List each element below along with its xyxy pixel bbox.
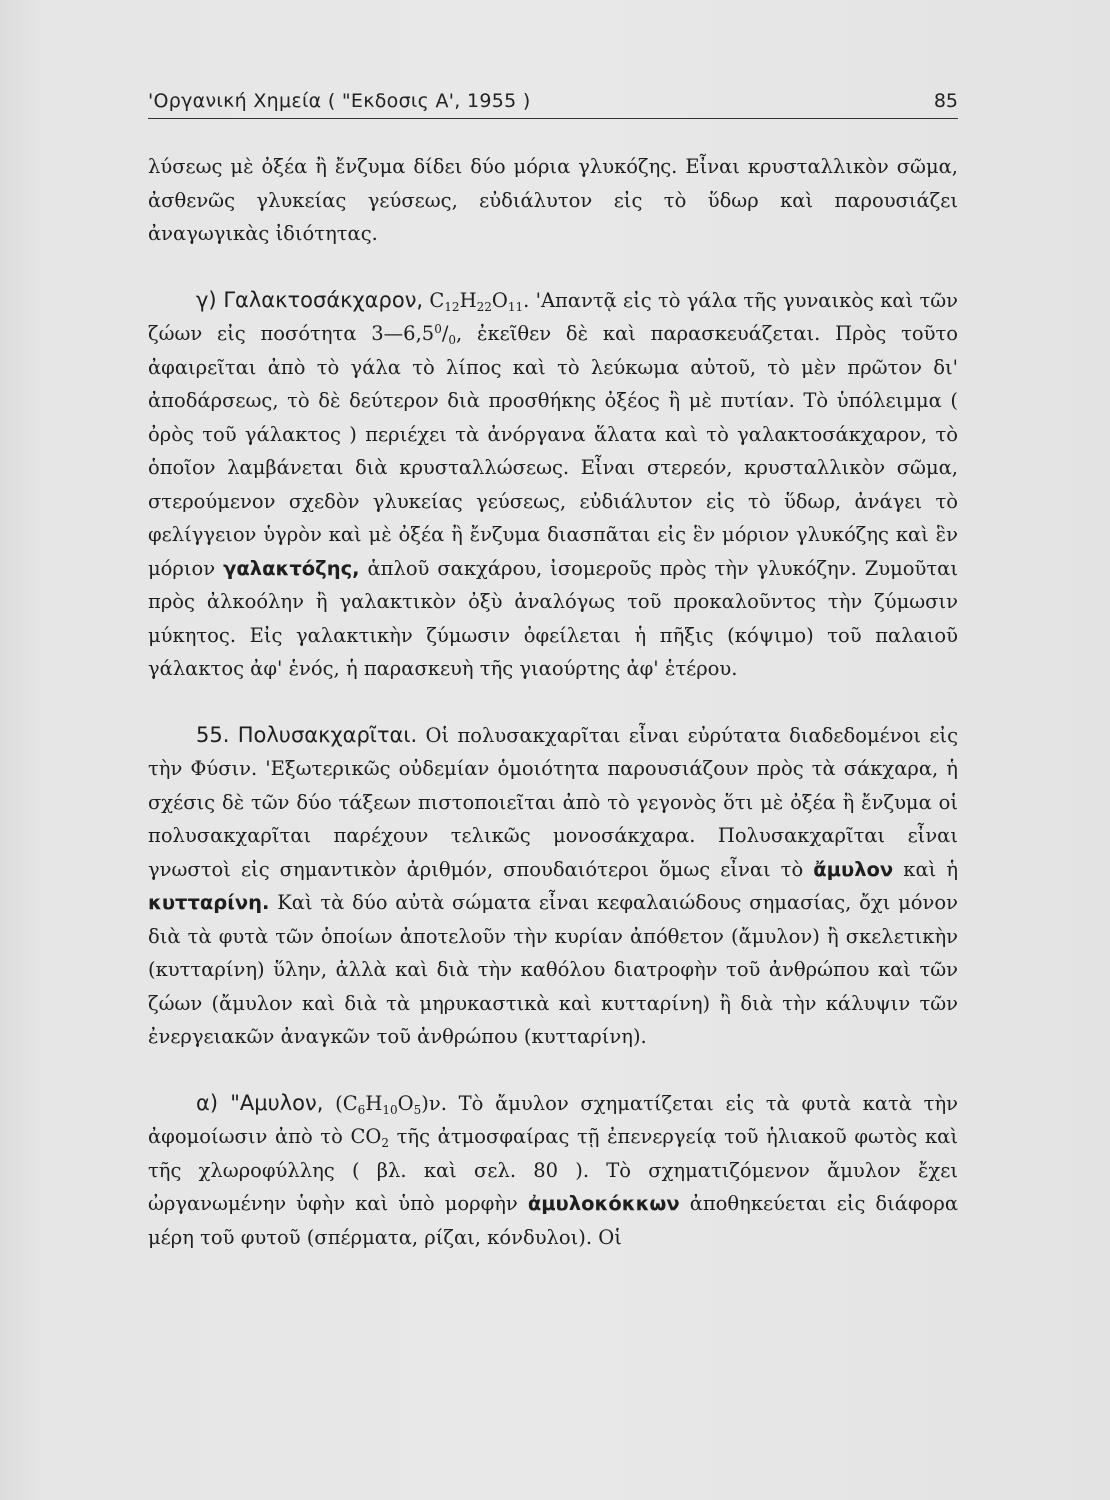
paragraph-continued: λύσεως μὲ ὀξέα ἢ ἔνζυμα δίδει δύο μόρια γλυκόζης. Εἶναι κρυσταλλικὸν σῶμα, ἀσθενῶς γλυκείας γεύσεως, εὐδιάλυτον εἰς τὸ ὕδωρ καὶ παρουσιάζει ἀναγωγικὰς ἰδιότητας. <box>148 155 958 245</box>
running-header <box>148 86 958 119</box>
page-body <box>148 150 958 1254</box>
bold-term: γαλακτόζης, <box>223 556 360 580</box>
chemical-formula: $C_{12}H_{22}O_{11}$ <box>429 288 524 314</box>
paragraph-starch: α) "Αμυλον, $(C_6H_{10}O_5)\nu$. Τὸ ἄμυλον σχηματίζεται εἰς τὰ φυτὰ κατὰ τὴν ἀφομοίωσιν ἀπὸ τὸ $CO_2$ τῆς ἀτμοσφαίρας τῇ ἐπενεργείᾳ τοῦ ἡλιακοῦ φωτὸς καὶ τῆς χλωροφύλλης ( βλ. καὶ σελ. 80 ). Τὸ σχηματιζόμενον ἄμυλον ἔχει ὠργανωμένην ὑφὴν καὶ ὑπὸ μορφὴν ἀμυλοκόκκων ἀποθηκεύεται εἰς διάφορα μέρη τοῦ φυτοῦ (σπέρματα, ρίζαι, κόνδυλοι). Οἱ <box>148 1090 958 1249</box>
paragraph-galactose-sugar: γ) Γαλακτοσάκχαρον, $C_{12}H_{22}O_{11}$. 'Απαντᾷ εἰς τὸ γάλα τῆς γυναικὸς καὶ τῶν ζώων εἰς ποσότητα $3—6,5^0/_0$, ἐκεῖθεν δὲ καὶ παρασκευάζεται. Πρὸς τοῦτο ἀφαιρεῖται ἀπὸ τὸ γάλα τὸ λίπος καὶ τὸ λεύκωμα αὐτοῦ, τὸ μὲν πρῶτον δι' ἀποδάρσεως, τὸ δὲ δεύτερον διὰ προσθήκης ὀξέος ἢ μὲ πυτίαν. Τὸ ὑπόλειμμα ( ὀρὸς τοῦ γάλακτος ) περιέχει τὰ ἀνόργανα ἅλατα καὶ τὸ γαλακτοσάκχαρον, τὸ ὁποῖον λαμβάνεται διὰ κρυσταλλώσεως. Εἶναι στερεόν, κρυσταλλικὸν σῶμα, στερούμενον σχεδὸν γλυκείας γεύσεως, εὐδιάλυτον εἰς τὸ ὕδωρ, ἀνάγει τὸ φελίγγειον ὑγρὸν καὶ μὲ ὀξέα ἢ ἔνζυμα διασπᾶται εἰς ἓν μόριον γλυκόζης καὶ ἓν μόριον γαλακτόζης, ἁπλοῦ σακχάρου, ἰσομεροῦς πρὸς τὴν γλυκόζην. Ζυμοῦται πρὸς ἀλκοόλην ἢ γαλακτικὸν ὀξὺ ἀναλόγως τοῦ προκαλοῦντος τὴν ζύμωσιν μύκητος. Εἰς γαλακτικὴν ζύμωσιν ὀφείλεται ἡ πῆξις (κόψιμο) τοῦ παλαιοῦ γάλακτος ἀφ' ἑνός, ἡ παρασκευὴ τῆς γιαούρτης ἀφ' ἑτέρου. <box>148 287 958 680</box>
subsection-label: α) "Αμυλον, <box>196 1090 324 1115</box>
section-number: 55. <box>196 722 230 747</box>
bold-term: ἄμυλον <box>813 857 894 881</box>
section-title: Πολυσακχαρῖται. <box>237 722 418 747</box>
bold-term: κυτταρίνη. <box>148 891 270 914</box>
page-number: 85 <box>933 90 958 112</box>
bold-term: ἀμυλοκόκκων <box>527 1192 680 1215</box>
section-55: 55. Πολυσακχαρῖται. Οἱ πολυσακχαρῖται εἶναι εὐρύτατα διαδεδομένοι εἰς τὴν Φύσιν. 'Εξωτερικῶς οὐδεμίαν ὁμοιότητα παρουσιάζουν πρὸς τὰ σάκχαρα, ἡ σχέσις δὲ τῶν δύο τάξεων πιστοποιεῖται ἀπὸ τὸ γεγονὸς ὅτι μὲ ὀξέα ἢ ἔνζυμα οἱ πολυσακχαρῖται παρέχουν τελικῶς μονοσάκχαρα. Πολυσακχαρῖται εἶναι γνωστοὶ εἰς σημαντικὸν ἀριθμόν, σπουδαιότεροι ὅμως εἶναι τὸ ἄμυλον καὶ ἡ κυτταρίνη. Καὶ τὰ δύο αὐτὰ σώματα εἶναι κεφαλαιώδους σημασίας, ὄχι μόνον διὰ τὰ φυτὰ τῶν ὁποίων ἀποτελοῦν τὴν κυρίαν ἀπόθετον (ἄμυλον) ἢ σκελετικὴν (κυτταρίνη) ὕλην, ἀλλὰ καὶ διὰ τὴν καθόλου διατροφὴν τοῦ ἀνθρώπου καὶ τῶν ζώων (ἄμυλον καὶ διὰ τὰ μηρυκαστικὰ καὶ κυτταρίνη) ἢ διὰ τὴν κάλυψιν τῶν ἐνεργειακῶν ἀναγκῶν τοῦ ἀνθρώπου (κυτταρίνη). <box>148 722 959 1048</box>
chemical-formula: $(C_6H_{10}O_5)\nu$. <box>323 1091 447 1117</box>
subsection-label: γ) Γαλακτοσάκχαρον, <box>196 287 424 312</box>
header-title: 'Οργανική Χημεία ( "Εκδοσις Α', 1955 ) <box>148 90 531 112</box>
